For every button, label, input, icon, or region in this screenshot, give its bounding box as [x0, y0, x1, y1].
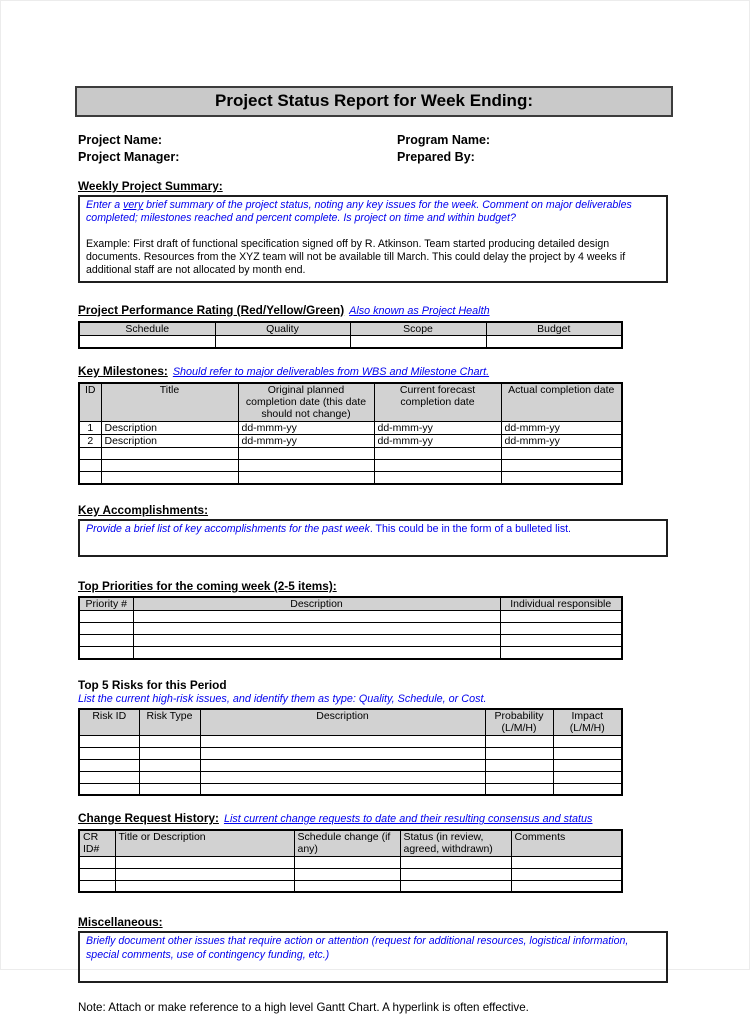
- empty-cell: [139, 771, 200, 783]
- milestones-heading: [78, 364, 672, 380]
- empty-cell: [553, 783, 622, 795]
- empty-cell: [294, 880, 400, 892]
- summary-instruction-underlined-word: very: [123, 199, 144, 211]
- risks-heading: [78, 678, 672, 693]
- empty-cell: [200, 771, 485, 783]
- change-requests-annotation: List current change requests to date and their resulting consensus and status: [223, 813, 593, 826]
- summary-heading-label: Weekly Project Summary:: [78, 179, 223, 193]
- empty-cell: [486, 336, 622, 348]
- performance-header-row: [79, 322, 622, 336]
- empty-row: [79, 735, 622, 747]
- performance-col-schedule: Schedule: [79, 322, 215, 336]
- accomplishments-heading: [78, 503, 672, 518]
- empty-cell: [115, 868, 294, 880]
- empty-cell: [500, 647, 622, 659]
- change-requests-col-schedule-change: Schedule change (if any): [294, 830, 400, 856]
- risks-table: [78, 708, 623, 796]
- program-name-label: Program Name:: [397, 133, 491, 147]
- milestone-row: [79, 435, 622, 448]
- footer-note: Note: Attach or make reference to a high level Gantt Chart. A hyperlink is often effective.: [78, 1001, 529, 1014]
- empty-cell: [215, 336, 350, 348]
- empty-cell: [511, 880, 622, 892]
- empty-cell: [139, 783, 200, 795]
- performance-col-budget: Budget: [486, 322, 622, 336]
- milestone-actual-date: dd-mmm-yy: [501, 435, 622, 448]
- performance-col-quality: Quality: [215, 322, 350, 336]
- priorities-col-responsible: Individual responsible: [500, 597, 622, 611]
- empty-cell: [238, 448, 374, 460]
- performance-table: [78, 321, 623, 349]
- empty-row: [79, 759, 622, 771]
- empty-row: [79, 856, 622, 868]
- risks-col-id: Risk ID: [79, 709, 139, 735]
- empty-cell: [553, 759, 622, 771]
- empty-row: [79, 472, 622, 484]
- milestone-id: 2: [79, 435, 101, 448]
- empty-row: [79, 771, 622, 783]
- empty-cell: [200, 759, 485, 771]
- accomplishments-instruction-rest: . This could be in the form of a bulleted list.: [369, 522, 572, 535]
- empty-row: [79, 336, 622, 348]
- empty-cell: [79, 735, 139, 747]
- empty-cell: [200, 747, 485, 759]
- empty-cell: [553, 747, 622, 759]
- milestones-col-id: ID: [79, 383, 101, 422]
- empty-cell: [115, 880, 294, 892]
- empty-row: [79, 868, 622, 880]
- empty-cell: [101, 460, 238, 472]
- empty-cell: [79, 460, 101, 472]
- empty-cell: [400, 868, 511, 880]
- priorities-col-number: Priority #: [79, 597, 133, 611]
- change-requests-col-comments: Comments: [511, 830, 622, 856]
- empty-row: [79, 460, 622, 472]
- prepared-by-label: Prepared By:: [397, 150, 475, 164]
- empty-cell: [139, 735, 200, 747]
- header-fields-left: [78, 132, 397, 166]
- empty-cell: [79, 647, 133, 659]
- empty-cell: [101, 448, 238, 460]
- milestones-col-forecast-date: Current forecast completion date: [374, 383, 501, 422]
- empty-cell: [374, 472, 501, 484]
- performance-heading: [78, 303, 672, 319]
- milestone-original-date: dd-mmm-yy: [238, 435, 374, 448]
- summary-heading: [78, 179, 672, 194]
- change-requests-col-status: Status (in review, agreed, withdrawn): [400, 830, 511, 856]
- empty-cell: [500, 635, 622, 647]
- milestones-col-title: Title: [101, 383, 238, 422]
- milestones-heading-label: Key Milestones:: [78, 363, 168, 378]
- empty-cell: [79, 880, 115, 892]
- priorities-header-row: [79, 597, 622, 611]
- header-fields-right: [397, 132, 672, 166]
- empty-row: [79, 880, 622, 892]
- empty-cell: [500, 611, 622, 623]
- risks-col-type: Risk Type: [139, 709, 200, 735]
- empty-cell: [485, 735, 553, 747]
- summary-box: [78, 195, 668, 283]
- page-title: Project Status Report for Week Ending:: [75, 86, 673, 117]
- empty-cell: [79, 759, 139, 771]
- empty-row: [79, 448, 622, 460]
- empty-cell: [79, 635, 133, 647]
- empty-cell: [501, 448, 622, 460]
- project-name-label: Project Name:: [78, 133, 163, 147]
- milestone-original-date: dd-mmm-yy: [238, 421, 374, 434]
- empty-cell: [79, 783, 139, 795]
- empty-cell: [485, 747, 553, 759]
- priorities-table: [78, 596, 623, 660]
- empty-cell: [485, 759, 553, 771]
- empty-cell: [133, 623, 500, 635]
- misc-instruction: Briefly document other issues that require action or attention (request for additional resources, logistical information, special comments, use of contingency funding, etc.): [86, 935, 629, 961]
- summary-example: Example: First draft of functional specification signed off by R. Atkinson. Team started producing detailed design documents. Resources from the XYZ team will not be available till March. This could delay the project by 4 weeks if additional staff are not allocated by month end.: [86, 237, 626, 277]
- empty-cell: [374, 448, 501, 460]
- empty-cell: [79, 771, 139, 783]
- empty-cell: [238, 460, 374, 472]
- change-requests-heading: [78, 811, 672, 827]
- empty-cell: [200, 783, 485, 795]
- empty-row: [79, 783, 622, 795]
- empty-cell: [79, 623, 133, 635]
- empty-cell: [553, 771, 622, 783]
- change-requests-col-title: Title or Description: [115, 830, 294, 856]
- risks-col-description: Description: [200, 709, 485, 735]
- empty-cell: [133, 635, 500, 647]
- empty-cell: [133, 611, 500, 623]
- risks-col-probability: Probability (L/M/H): [485, 709, 553, 735]
- empty-cell: [400, 856, 511, 868]
- milestones-annotation: Should refer to major deliverables from WBS and Milestone Chart.: [172, 365, 490, 378]
- empty-cell: [133, 647, 500, 659]
- risks-header-row: [79, 709, 622, 735]
- priorities-heading-label: Top Priorities for the coming week (2-5 items):: [78, 578, 337, 593]
- priorities-col-description: Description: [133, 597, 500, 611]
- empty-cell: [294, 856, 400, 868]
- milestone-title: Description: [101, 421, 238, 434]
- empty-cell: [79, 611, 133, 623]
- milestone-id: 1: [79, 421, 101, 434]
- summary-blank-line: [86, 226, 660, 238]
- milestone-title: Description: [101, 435, 238, 448]
- project-manager-label: Project Manager:: [78, 150, 180, 164]
- empty-cell: [485, 771, 553, 783]
- empty-row: [79, 747, 622, 759]
- milestones-col-original-date: Original planned completion date (this date should not change): [238, 383, 374, 422]
- empty-cell: [200, 735, 485, 747]
- empty-cell: [139, 747, 200, 759]
- empty-cell: [501, 460, 622, 472]
- empty-cell: [294, 868, 400, 880]
- risks-instruction: List the current high-risk issues, and identify them as type: Quality, Schedule, or Cost.: [78, 692, 487, 705]
- empty-cell: [79, 472, 101, 484]
- milestones-header-row: [79, 383, 622, 422]
- performance-heading-label: Project Performance Rating (Red/Yellow/Green): [78, 302, 345, 317]
- risks-heading-label: Top 5 Risks for this Period: [78, 677, 227, 692]
- empty-cell: [374, 460, 501, 472]
- milestone-forecast-date: dd-mmm-yy: [374, 435, 501, 448]
- milestones-col-actual-date: Actual completion date: [501, 383, 622, 422]
- misc-heading: [78, 915, 672, 930]
- empty-cell: [115, 856, 294, 868]
- empty-cell: [79, 747, 139, 759]
- empty-cell: [500, 623, 622, 635]
- accomplishments-instruction-italic: Provide a brief list of key accomplishments for the past week: [86, 522, 370, 535]
- empty-cell: [139, 759, 200, 771]
- header-fields: [78, 132, 672, 166]
- performance-col-scope: Scope: [350, 322, 486, 336]
- performance-annotation: Also known as Project Health: [349, 304, 490, 317]
- empty-row: [79, 611, 622, 623]
- empty-cell: [511, 856, 622, 868]
- empty-row: [79, 623, 622, 635]
- accomplishments-heading-label: Key Accomplishments:: [78, 502, 209, 517]
- milestone-actual-date: dd-mmm-yy: [501, 421, 622, 434]
- empty-cell: [400, 880, 511, 892]
- priorities-heading: [78, 579, 672, 594]
- risks-col-impact: Impact (L/M/H): [553, 709, 622, 735]
- empty-cell: [101, 472, 238, 484]
- change-requests-col-id: CR ID#: [79, 830, 115, 856]
- empty-cell: [79, 868, 115, 880]
- empty-row: [79, 647, 622, 659]
- empty-cell: [79, 336, 215, 348]
- milestones-table: [78, 382, 623, 485]
- summary-instruction: Enter a very brief summary of the project status, noting any key issues for the week. Comment on major deliverables completed; milestones reached and percent complete. Is project on time and within budget?: [86, 199, 632, 225]
- change-requests-heading-label: Change Request History:: [78, 811, 219, 826]
- empty-cell: [485, 783, 553, 795]
- empty-cell: [238, 472, 374, 484]
- empty-cell: [511, 868, 622, 880]
- empty-row: [79, 635, 622, 647]
- milestone-row: [79, 421, 622, 434]
- change-requests-table: [78, 829, 623, 893]
- misc-box: [78, 931, 668, 983]
- misc-heading-label: Miscellaneous:: [78, 915, 163, 930]
- empty-cell: [501, 472, 622, 484]
- change-requests-header-row: [79, 830, 622, 856]
- empty-cell: [553, 735, 622, 747]
- empty-cell: [79, 856, 115, 868]
- accomplishments-box: [78, 519, 668, 557]
- milestone-forecast-date: dd-mmm-yy: [374, 421, 501, 434]
- empty-cell: [350, 336, 486, 348]
- empty-cell: [79, 448, 101, 460]
